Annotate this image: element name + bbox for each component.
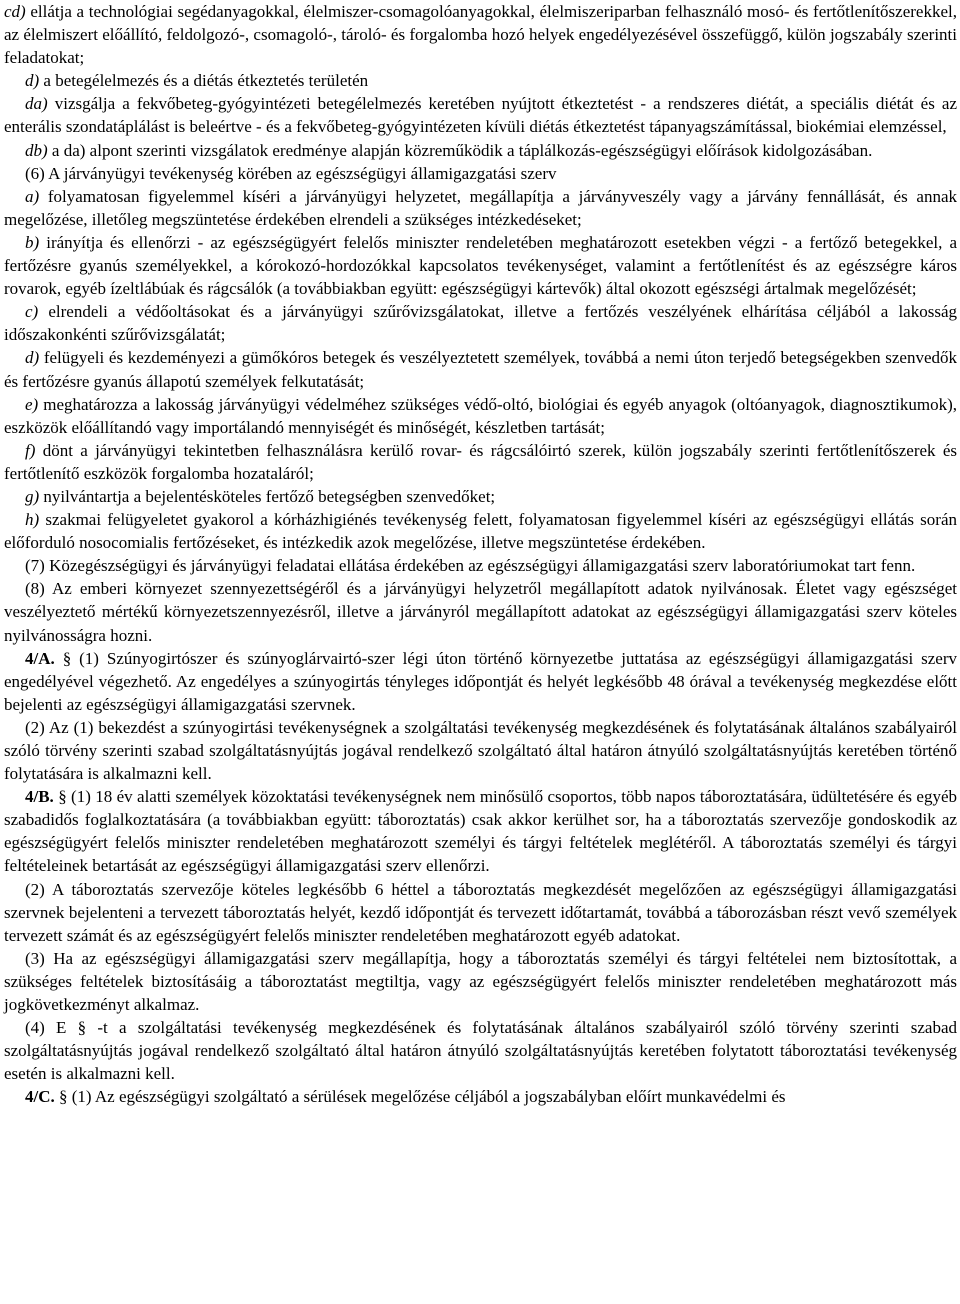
paragraph-label: a): [25, 186, 40, 206]
paragraph-text: (3) Ha az egészségügyi államigazgatási szerv megállapítja, hogy a táboroztatás személyi és tárgyi feltételei nem biztosítottak, a szükséges feltételek biztosításáig a táboroztatást megtiltja, vagy az egészségügyért felelős miniszter rendeletében meghatározott más jogkövetkezményt alkalmaz.: [4, 948, 957, 1015]
paragraph-label: e): [25, 394, 39, 414]
paragraph-text: (6) A járványügyi tevékenység körében az egészségügyi államigazgatási szerv: [25, 163, 557, 183]
paragraph: [4, 346, 957, 392]
paragraph: [4, 162, 957, 185]
paragraph-label: db): [25, 140, 48, 160]
paragraph-text: meghatározza a lakosság járványügyi védelméhez szükséges védő-oltó, biológiai és egyéb anyagok (oltóanyagok, diagnosztikumok), eszközök előállítandó vagy importálandó mennyiségét és minőségét, készletben tartását;: [4, 394, 958, 437]
paragraph-label: h): [25, 510, 40, 530]
paragraph-text: folyamatosan figyelemmel kíséri a járványügyi helyzetet, megállapítja a járványveszély vagy a járvány fennállását, és annak megelőzése, illetőleg megszüntetése érdekében elrendeli a szükséges intézkedéseket;: [4, 186, 957, 229]
paragraph-label: c): [25, 302, 39, 322]
paragraph: [4, 0, 957, 69]
paragraph: [4, 300, 957, 346]
paragraph-text: (2) Az (1) bekezdést a szúnyogirtási tevékenységnek a szolgáltatási tevékenység megkezdésének és folytatásának általános szabályairól szóló törvény szerinti szabad szolgáltatásnyújtás jogával rendelkező szolgáltató által határon átnyúló szolgáltatásnyújtás keretében történő folytatására is alkalmazni kell.: [4, 717, 957, 784]
paragraph: [4, 1016, 957, 1085]
paragraph-label: cd): [4, 2, 26, 21]
paragraph-text: (7) Közegészségügyi és járványügyi feladatai ellátása érdekében az egészségügyi államigazgatási szerv laboratóriumokat tart fenn.: [25, 556, 916, 576]
paragraph-label: g): [25, 486, 40, 506]
paragraph-text: § (1) Az egészségügyi szolgáltató a sérülések megelőzése céljából a jogszabályban előírt munkavédelmi és: [59, 1087, 786, 1107]
paragraph-text: felügyeli és kezdeményezi a gümőkóros betegek és veszélyeztetett személyek, továbbá a nemi úton terjedő betegségekben szenvedők és fertőzésre gyanús állapotú személyek felkutatását;: [4, 348, 957, 391]
paragraph: [4, 231, 957, 300]
paragraph: [4, 185, 957, 231]
paragraph-text: szakmai felügyeletet gyakorol a kórházhigiénés tevékenység felett, folyamatosan figyelemmel kíséri az egészségügyi ellátás során előforduló nosocomialis fertőzéseket, és intézkedik azok megelőzése, illetve megszüntetése érdekében.: [4, 510, 957, 553]
paragraph-label: 4/B.: [25, 787, 54, 807]
paragraph: [4, 1085, 957, 1108]
paragraph-text: a betegélelmezés és a diétás étkeztetés területén: [43, 71, 369, 91]
paragraph-text: (8) Az emberi környezet szennyezettségéről és a járványügyi helyzetről megállapított adatok nyilvánosak. Életet vagy egészséget veszélyeztető mértékű környezetszennyezésről, illetve a járványról megállapított adatokat az egészségügyi államigazgatási szerv köteles nyilvánosságra hozni.: [4, 579, 957, 645]
paragraph: [4, 577, 957, 646]
paragraph: [4, 139, 957, 162]
paragraph-text: a da) alpont szerinti vizsgálatok eredménye alapján közreműködik a táplálkozás-egészségügyi előírások kidolgozásában.: [51, 140, 873, 160]
paragraph: [4, 716, 957, 785]
paragraph-label: b): [25, 232, 40, 252]
paragraph-label: d): [25, 348, 40, 368]
paragraph: [4, 947, 957, 1016]
paragraph-text: § (1) Szúnyogirtószer és szúnyoglárvairtó-szer légi úton történő környezetbe juttatása az egészségügyi államigazgatási szerv engedélyével végezhető. Az engedélyes a szúnyogirtás tényleges időpontját és helyét legkésőbb 48 órával a tevékenység megkezdése előtt bejelenti az egészségügyi államigazgatási szervnek.: [4, 648, 957, 714]
paragraph-text: irányítja és ellenőrzi - az egészségügyért felelős miniszter rendeletében meghatározott esetekben végzi - a fertőző betegekkel, a fertőzésre gyanús személyekkel, a kórokozó-hordozókkal kapcsolatos tevékenységet, valamint a fertőtlenítést és az egészségre káros rovarok, egyéb ízeltlábúak és rágcsálók (a továbbiakban együtt: egészségügyi kártevők) által okozott egészségi ártalmak megelőzését;: [4, 232, 957, 299]
paragraph: [4, 878, 957, 947]
paragraph: [4, 647, 957, 716]
paragraph-label: d): [25, 71, 40, 91]
paragraph-label: f): [25, 440, 36, 460]
paragraph-label: 4/A.: [25, 648, 55, 668]
paragraph-text: elrendeli a védőoltásokat és a járványügyi szűrővizsgálatokat, illetve a fertőzés veszélyének elhárítása céljából a lakosság időszakonkénti szűrővizsgálatát;: [4, 302, 957, 345]
paragraph-label: 4/C.: [25, 1087, 55, 1107]
paragraph-text: dönt a járványügyi tekintetben felhasználásra kerülő rovar- és rágcsálóirtó szerek, külön jogszabály szerinti fertőtlenítőszerek és fertőtlenítő eszközök forgalomba hozataláról;: [4, 440, 958, 483]
paragraph: [4, 508, 957, 554]
paragraph-label: da): [25, 94, 48, 114]
paragraph-text: vizsgálja a fekvőbeteg-gyógyintézeti betegélelmezés keretében nyújtott étkeztetést - a rendszeres diétát, a speciális diétát és az enterális szondatáplálást is beleértve - és a fekvőbeteg-gyógyintézeten kívüli diétás étkeztetést tápanyagszámítással, biokémiai elemzéssel,: [4, 94, 958, 137]
paragraph-text: ellátja a technológiai segédanyagokkal, élelmiszer-csomagolóanyagokkal, élelmiszeriparban felhasználó mosó- és fertőtlenítőszerekkel, az élelmiszert előállító, feldolgozó-, csomagoló-, tároló- és forgalomba hozó helyek engedélyezésével összefüggő, külön jogszabály szerinti feladatokat;: [4, 2, 957, 68]
paragraph-text: (4) E § -t a szolgáltatási tevékenység megkezdésének és folytatásának általános szabályairól szóló törvény szerinti szabad szolgáltatásnyújtás jogával rendelkező szolgáltató által határon átnyúló szolgáltatásnyújtás keretében folytatott táboroztatási tevékenység esetén is alkalmazni kell.: [4, 1018, 957, 1084]
paragraph: [4, 439, 957, 485]
paragraph: [4, 785, 957, 877]
paragraph: [4, 69, 957, 92]
paragraph: [4, 92, 957, 138]
paragraph-text: (2) A táboroztatás szervezője köteles legkésőbb 6 héttel a táboroztatás megkezdését megelőzően az egészségügyi államigazgatási szervnek bejelenteni a tervezett táboroztatás helyét, kezdő időpontját és tervezett időtartamát, továbbá a táborozásban részt vevő személyek tervezett számát és az egészségügyért felelős miniszter rendeletében meghatározott egyéb adatokat.: [4, 879, 957, 945]
paragraph-text: nyilvántartja a bejelentésköteles fertőző betegségben szenvedőket;: [43, 486, 496, 506]
paragraph-text: § (1) 18 év alatti személyek közoktatási tevékenységnek nem minősülő csoportos, több napos táboroztatására, üdültetésére és egyéb szabadidős foglalkoztatására (a továbbiakban együtt: táboroztatás) csak akkor kerülhet sor, ha a táboroztatás szervezője gondoskodik az egészségügyért felelős miniszter rendeletében meghatározott személyi és tárgyi feltételek meglétéről. A táboroztatás személyi és tárgyi feltételeinek betartását az egészségügyi államigazgatási szerv ellenőrzi.: [4, 787, 957, 876]
paragraph: [4, 485, 957, 508]
paragraph: [4, 393, 957, 439]
paragraph: [4, 554, 957, 577]
